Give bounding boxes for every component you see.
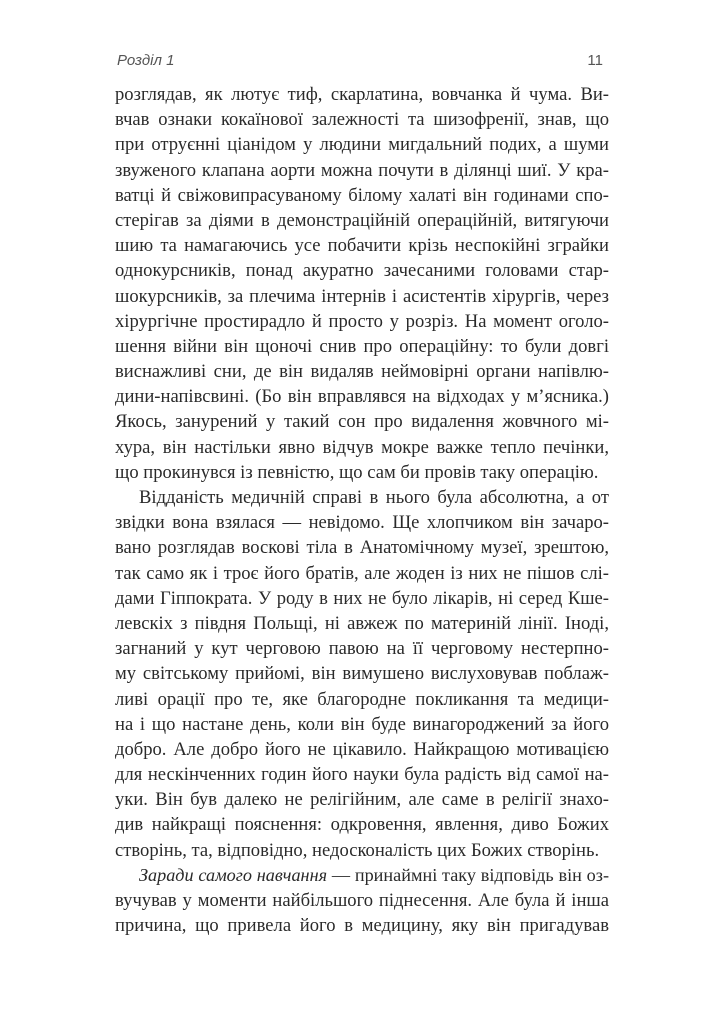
paragraph <box>115 82 609 485</box>
text-line: левскіх з півдня Польщі, ні авжеж по материній лінії. Іноді, <box>115 612 609 634</box>
text-line: вучував у моменти найбільшого піднесення. Але була й інша <box>115 890 609 911</box>
italic-phrase: Заради самого навчання <box>139 864 328 885</box>
text-line: звідки вона взялася — невідомо. Ще хлопчиком він зачаро- <box>115 512 609 534</box>
text-line: шию та намагаючись усе побачити крізь неспокійні зграйки <box>115 235 609 257</box>
text-line: так само як і троє його братів, але жоден із них не пішов слі- <box>115 562 609 584</box>
text-line: шокурсників, за плечима інтернів і асистентів хірургів, через <box>115 285 609 307</box>
text-line: для нескінченних годин його науки була радість від самої на- <box>115 764 609 786</box>
body-text <box>115 82 609 938</box>
text-line: добро. Але добро його не цікавило. Найкращою мотивацією <box>115 738 609 760</box>
text-line: уки. Він був далеко не релігійним, але саме в релігії знахо- <box>115 789 609 811</box>
text-line: шення війни він щоночі снив про операційну: то були довгі <box>115 335 609 357</box>
text-line: дини-напівсвині. (Бо він вправлявся на відходах у м’ясника.) <box>115 386 609 408</box>
text-line: ливі орації про те, яке благородне покликання та медици- <box>115 688 609 710</box>
text-line: ватці й свіжовипрасуваному білому халаті він годинами спо- <box>115 184 609 206</box>
text-line: однокурсників, понад акуратно зачесаними головами стар- <box>115 260 609 282</box>
text-span: — принаймні таку відповідь він оз- <box>327 864 609 885</box>
text-line: загнаний у кут черговою павою на її черговому нестерпно- <box>115 638 609 660</box>
text-line: при отруєнні ціанідом у людини мигдальний подих, а шуми <box>115 134 609 156</box>
paragraph <box>115 485 609 863</box>
text-line: звуженого клапана аорти можна почути в ділянці шиї. У кра- <box>115 159 609 181</box>
running-header <box>117 52 603 76</box>
text-line <box>115 863 609 888</box>
paragraph <box>115 863 609 939</box>
text-line: стерігав за діями в демонстраційній операційній, витягуючи <box>115 209 609 231</box>
text-line: розглядав, як лютує тиф, скарлатина, вовчанка й чума. Ви- <box>115 84 609 105</box>
text-line: дами Гіппократа. У роду в них не було лікарів, ні серед Кше- <box>115 587 609 609</box>
text-line: створінь, та, відповідно, недосконалість цих Божих створінь. <box>115 839 600 861</box>
text-line: причина, що привела його в медицину, яку він пригадував <box>115 915 609 937</box>
text-line: що прокинувся із певністю, що сам би провів таку операцію. <box>115 461 599 483</box>
text-line: вано розглядав воскові тіла в Анатомічному музеї, зрештою, <box>115 537 609 559</box>
text-line: Відданість медичній справі в нього була абсолютна, а от <box>139 487 609 508</box>
text-line: хірургічне простирадло й просто у розріз. На момент оголо- <box>115 310 609 332</box>
text-line: му світському прийомі, він вимушено вислуховував поблаж- <box>115 663 609 685</box>
chapter-title: Розділ 1 <box>117 52 175 69</box>
text-line: вчав ознаки кокаїнової залежності та шизофренії, знав, що <box>115 109 609 131</box>
text-line: виснажливі сни, де він видаляв неймовірні органи напівлю- <box>115 361 609 383</box>
text-line: Якось, занурений у такий сон про видалення жовчного мі- <box>115 411 609 433</box>
text-line: хура, він настільки явно відчув мокре важке тепло печінки, <box>115 436 609 458</box>
text-line: на і що настане день, коли він буде винагороджений за його <box>115 713 609 735</box>
text-line: див найкращі пояснення: одкровення, явлення, диво Божих <box>115 814 609 836</box>
page-number: 11 <box>587 52 603 69</box>
